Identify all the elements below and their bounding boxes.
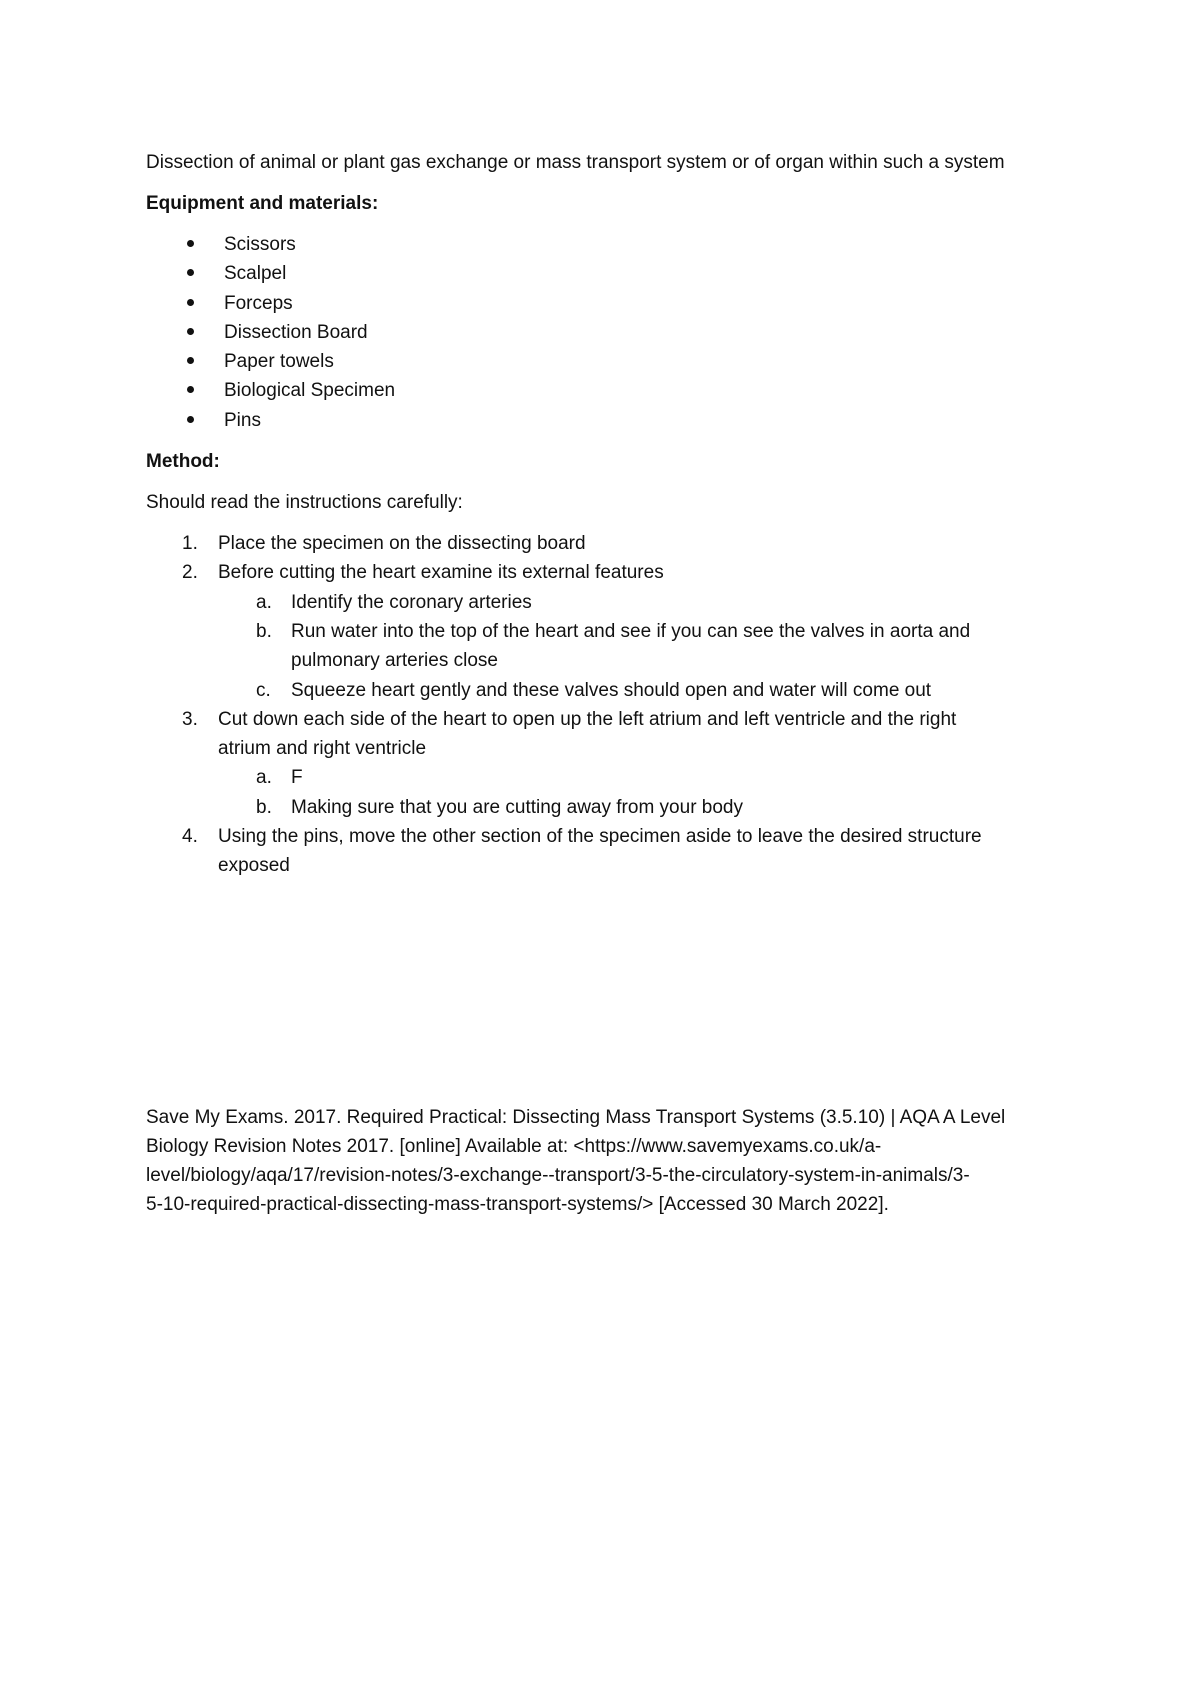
bullet-icon bbox=[187, 240, 194, 247]
substep-text: pulmonary arteries close bbox=[291, 650, 498, 672]
substep-letter: a. bbox=[256, 767, 272, 789]
bullet-icon bbox=[187, 299, 194, 306]
reference-line: 5-10-required-practical-dissecting-mass-transport-systems/> [Accessed 30 March 2022]. bbox=[146, 1194, 889, 1215]
substep-text: Run water into the top of the heart and see if you can see the valves in aorta and bbox=[291, 620, 971, 642]
equipment-item-label: Paper towels bbox=[224, 351, 334, 373]
method-step bbox=[146, 822, 1076, 881]
substep-letter: b. bbox=[256, 796, 272, 818]
method-substep bbox=[146, 617, 1076, 676]
equipment-item-label: Biological Specimen bbox=[224, 380, 396, 402]
bullet-icon bbox=[187, 386, 194, 393]
equipment-item-label: Pins bbox=[224, 409, 261, 431]
substep-letter: a. bbox=[256, 591, 272, 613]
step-number: 3. bbox=[182, 708, 198, 730]
reference-line: Biology Revision Notes 2017. [online] Available at: <https://www.savemyexams.co.uk/a- bbox=[146, 1136, 882, 1157]
substep-text: Squeeze heart gently and these valves should open and water will come out bbox=[291, 679, 932, 701]
bullet-icon bbox=[187, 416, 194, 423]
equipment-item bbox=[146, 289, 1076, 318]
document-content bbox=[146, 148, 1076, 881]
equipment-heading: Equipment and materials: bbox=[146, 193, 379, 214]
equipment-item bbox=[146, 318, 1076, 347]
substep-text: Making sure that you are cutting away from your body bbox=[291, 796, 744, 818]
equipment-item bbox=[146, 406, 1076, 435]
step-number: 1. bbox=[182, 533, 198, 555]
equipment-item-label: Scalpel bbox=[224, 263, 287, 285]
step-text: atrium and right ventricle bbox=[218, 738, 427, 760]
bullet-icon bbox=[187, 328, 194, 335]
step-text: exposed bbox=[218, 855, 290, 877]
step-text: Place the specimen on the dissecting board bbox=[218, 533, 586, 555]
method-substep bbox=[146, 763, 1076, 792]
equipment-item-label: Scissors bbox=[224, 234, 296, 255]
method-step bbox=[146, 558, 1076, 587]
substep-text: F bbox=[291, 767, 303, 789]
equipment-item-label: Forceps bbox=[224, 292, 293, 314]
method-step bbox=[146, 705, 1076, 764]
reference-citation bbox=[146, 1103, 1076, 1219]
step-text: Cut down each side of the heart to open up the left atrium and left ventricle and the right bbox=[218, 708, 957, 730]
equipment-item bbox=[146, 376, 1076, 405]
method-step bbox=[146, 529, 1076, 558]
step-number: 4. bbox=[182, 826, 198, 848]
method-substep bbox=[146, 793, 1076, 822]
method-heading: Method: bbox=[146, 451, 220, 473]
substep-letter: b. bbox=[256, 620, 272, 642]
method-steps bbox=[146, 529, 1076, 881]
equipment-item bbox=[146, 347, 1076, 376]
substep-text: Identify the coronary arteries bbox=[291, 591, 532, 613]
method-substep bbox=[146, 588, 1076, 617]
document-title: Dissection of animal or plant gas exchange or mass transport system or of organ within such a system bbox=[146, 152, 1005, 173]
bullet-icon bbox=[187, 357, 194, 364]
reference-line: level/biology/aqa/17/revision-notes/3-exchange--transport/3-5-the-circulatory-system-in-animals/3- bbox=[146, 1165, 970, 1186]
equipment-item bbox=[146, 230, 1076, 259]
reference-line: Save My Exams. 2017. Required Practical: Dissecting Mass Transport Systems (3.5.10) | AQA A Level bbox=[146, 1107, 1006, 1128]
equipment-item bbox=[146, 259, 1076, 288]
step-text: Before cutting the heart examine its external features bbox=[218, 562, 664, 584]
method-intro: Should read the instructions carefully: bbox=[146, 492, 463, 514]
step-text: Using the pins, move the other section of the specimen aside to leave the desired structure bbox=[218, 826, 982, 848]
bullet-icon bbox=[187, 269, 194, 276]
equipment-item-label: Dissection Board bbox=[224, 321, 368, 343]
method-substep bbox=[146, 676, 1076, 705]
equipment-list bbox=[146, 230, 1076, 435]
substep-letter: c. bbox=[256, 679, 271, 701]
step-number: 2. bbox=[182, 562, 198, 584]
